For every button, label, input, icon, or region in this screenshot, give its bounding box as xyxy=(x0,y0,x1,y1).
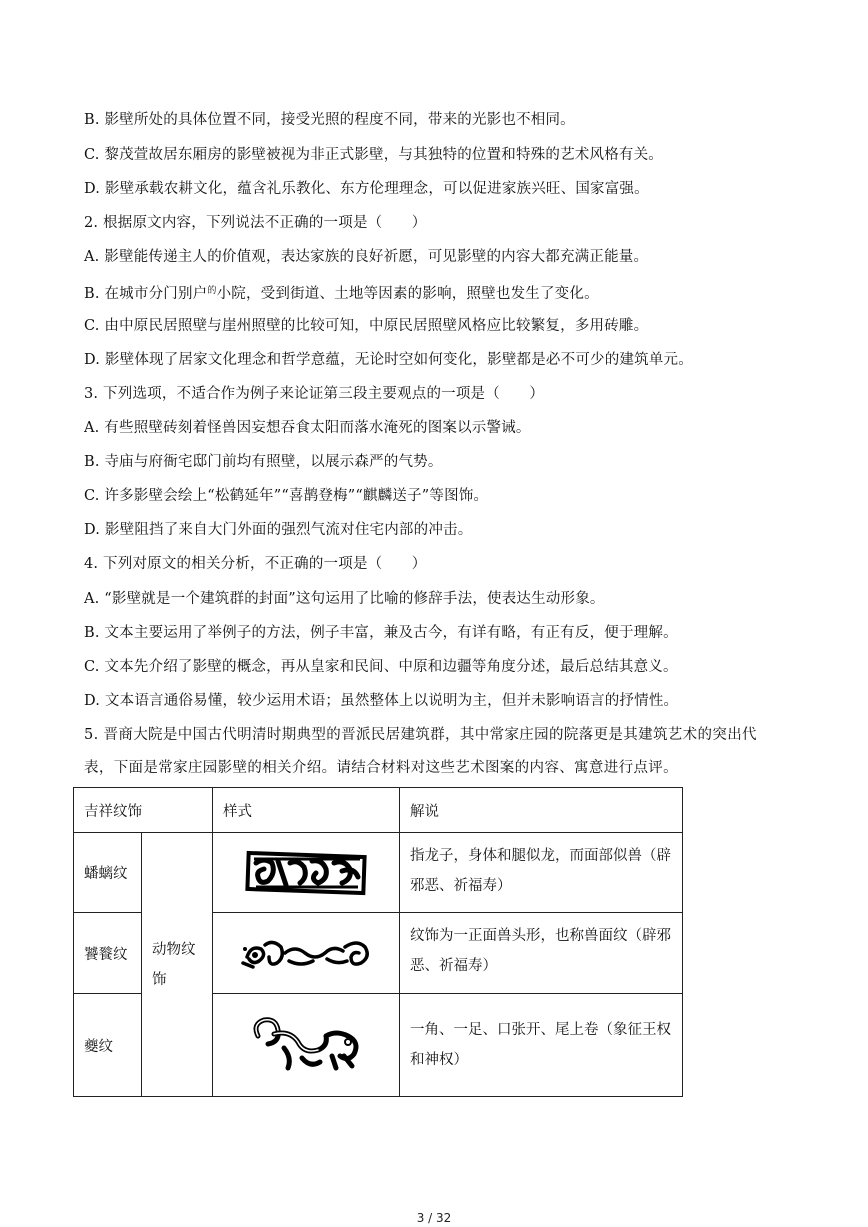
q3-option-a: A. 有些照壁砖刻着怪兽因妄想吞食太阳而落水淹死的图案以示警诫。 xyxy=(84,420,531,436)
q1-option-c: C. 黎茂萱故居东厢房的影壁被视为非正式影壁，与其独特的位置和特殊的艺术风格有关。 xyxy=(84,147,663,163)
q3-option-c: C. 许多影壁会绘上“松鹤延年”“喜鹊登梅”“麒麟送子”等图饰。 xyxy=(84,488,489,504)
kui-pattern-icon xyxy=(244,1014,368,1076)
header-style: 样式 xyxy=(213,788,400,833)
row-name-kui: 夔纹 xyxy=(74,994,142,1097)
header-pattern: 吉祥纹饰 xyxy=(74,788,213,833)
row-name-panchi: 蟠螭纹 xyxy=(74,833,142,913)
q4-option-c: C. 文本先介绍了影壁的概念，再从皇家和民间、中原和边疆等角度分述，最后总结其意义。 xyxy=(84,659,678,675)
q2-option-b-superscript: 的 xyxy=(207,286,217,296)
question-4: 4. 下列对原文的相关分析，不正确的一项是（ ） xyxy=(84,556,427,572)
panchi-pattern-icon xyxy=(242,849,370,897)
taotie-pattern-icon xyxy=(239,933,373,973)
q2-option-c: C. 由中原民居照壁与崖州照壁的比较可知，中原民居照壁风格应比较繁复，多用砖雕。 xyxy=(84,318,649,334)
desc-panchi: 指龙子，身体和腿似龙，而面部似兽（辟邪恶、祈福寿） xyxy=(400,833,683,913)
q2-option-b xyxy=(84,284,599,304)
pattern-table xyxy=(73,787,683,1097)
q1-option-b: B. 影壁所处的具体位置不同，接受光照的程度不同，带来的光影也不相同。 xyxy=(84,112,575,128)
q3-option-b: B. 寺庙与府衙宅邸门前均有照壁，以展示森严的气势。 xyxy=(84,454,443,470)
q2-option-d: D. 影壁体现了居家文化理念和哲学意蕴，无论时空如何变化，影壁都是必不可少的建筑单元。 xyxy=(84,352,693,368)
q2-option-b-text-2: 小院，受到街道、土地等因素的影响，照壁也发生了变化。 xyxy=(216,286,599,302)
q4-option-b: B. 文本主要运用了举例子的方法，例子丰富，兼及古今，有详有略，有正有反，便于理解。 xyxy=(84,625,678,641)
style-cell-panchi xyxy=(213,833,400,913)
page-number: 3 / 32 xyxy=(416,1211,452,1225)
question-5: 5. 晋商大院是中国古代明清时期典型的晋派民居建筑群，其中常家庄园的院落更是其建筑艺术的突出代表，下面是常家庄园影壁的相关介绍。请结合材料对这些艺术图案的内容、寓意进行点评。 xyxy=(84,727,757,776)
q3-option-d: D. 影壁阻挡了来自大门外面的强烈气流对住宅内部的冲击。 xyxy=(84,522,473,538)
q4-option-d: D. 文本语言通俗易懂，较少运用术语；虽然整体上以说明为主，但并未影响语言的抒情性。 xyxy=(84,693,679,709)
q1-option-d: D. 影壁承载农耕文化，蕴含礼乐教化、东方伦理理念，可以促进家族兴旺、国家富强。 xyxy=(84,181,649,197)
q4-option-a: A. “影壁就是一个建筑群的封面”这句运用了比喻的修辞手法，使表达生动形象。 xyxy=(84,591,605,607)
desc-taotie: 纹饰为一正面兽头形，也称兽面纹（辟邪恶、祈福寿） xyxy=(400,913,683,994)
q2-option-a: A. 影壁能传递主人的价值观，表达家族的良好祈愿，可见影壁的内容大都充满正能量。 xyxy=(84,249,649,265)
question-3: 3. 下列选项，不适合作为例子来论证第三段主要观点的一项是（ ） xyxy=(84,386,545,402)
row-name-taotie: 饕餮纹 xyxy=(74,913,142,994)
style-cell-kui xyxy=(213,994,400,1097)
header-explanation: 解说 xyxy=(400,788,683,833)
question-2: 2. 根据原文内容，下列说法不正确的一项是（ ） xyxy=(84,215,427,231)
desc-kui: 一角、一足、口张开、尾上卷（象征王权和神权） xyxy=(400,994,683,1097)
style-cell-taotie xyxy=(213,913,400,994)
q2-option-b-text-1: B. 在城市分门别户 xyxy=(84,286,208,302)
category-animal: 动物纹饰 xyxy=(142,833,213,1097)
